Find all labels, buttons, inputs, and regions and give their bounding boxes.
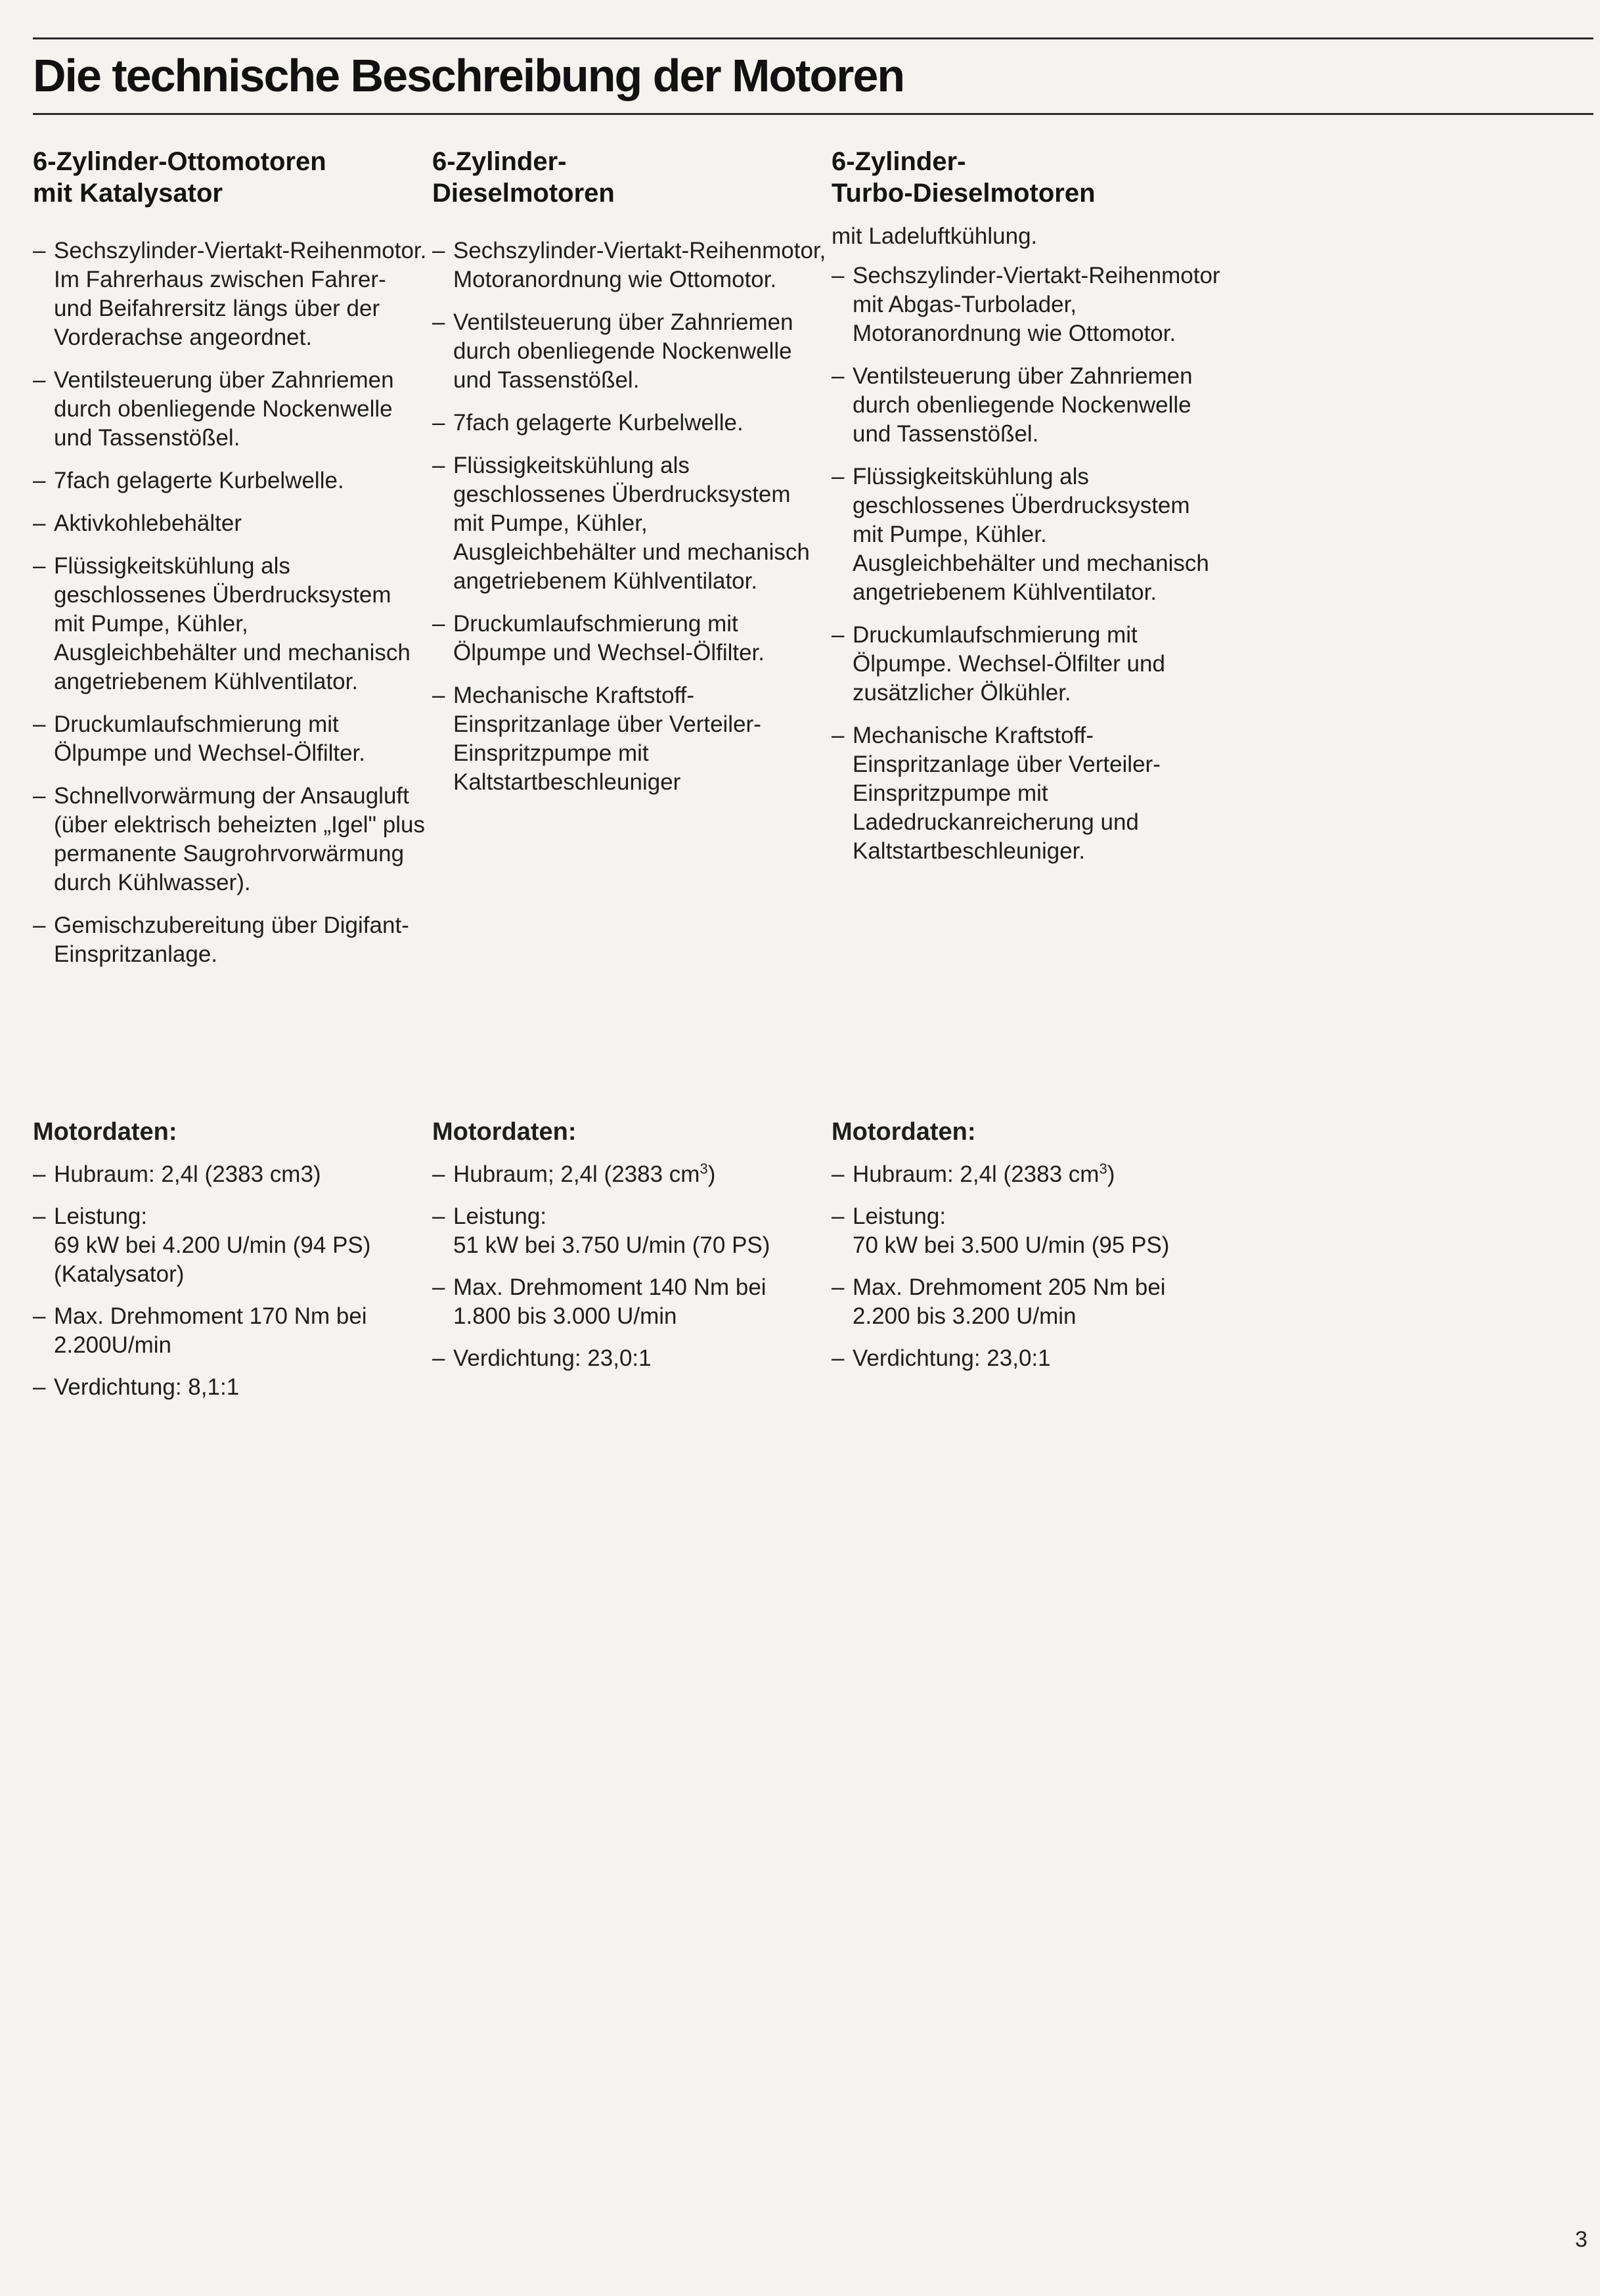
leistung-value: 69 kW bei 4.200 U/min (94 PS) <box>54 1232 371 1258</box>
hubraum-item <box>432 1160 826 1189</box>
drehmoment-line: 2.200U/min <box>54 1332 171 1358</box>
leistung-item <box>832 1202 1226 1260</box>
list-item: – Ventilsteuerung über Zahnriemen durch obenliegende Nockenwelle und Tassenstößel. <box>432 308 826 395</box>
heading-line: 6-Zylinder- <box>832 147 966 176</box>
motordaten-turbo-diesel <box>832 1117 1226 1386</box>
list-item: – Mechanische Kraftstoff-Einspritzanlage über Verteiler-Einspritzpumpe mit Kaltstartbeschleuniger <box>432 681 826 797</box>
leistung-item <box>33 1202 427 1289</box>
drehmoment-item <box>432 1273 826 1331</box>
motordaten-list <box>33 1160 427 1402</box>
list-item: – Ventilsteuerung über Zahnriemen durch obenliegende Nockenwelle und Tassenstößel. <box>832 362 1226 449</box>
motordaten-list <box>832 1160 1226 1373</box>
title-rule <box>33 113 1593 115</box>
list-item: – Sechszylinder-Viertakt-Reihenmotor, Motoranordnung wie Ottomotor. <box>432 236 826 294</box>
page-number: 3 <box>1575 2227 1588 2252</box>
heading-line: 6-Zylinder- <box>432 147 567 176</box>
page-title: Die technische Beschreibung der Motoren <box>33 50 904 101</box>
hubraum-item <box>832 1160 1226 1189</box>
hubraum-text: Hubraum: 2,4l (2383 cm <box>853 1161 1100 1187</box>
hubraum-close: ) <box>1107 1161 1115 1187</box>
verdichtung-item: – Verdichtung: 23,0:1 <box>432 1344 826 1373</box>
verdichtung-item: – Verdichtung: 8,1:1 <box>33 1373 427 1402</box>
motordaten-heading: Motordaten: <box>33 1118 177 1146</box>
list-item: – 7fach gelagerte Kurbelwelle. <box>33 466 427 495</box>
heading-line: Dieselmotoren <box>432 179 615 208</box>
feature-list <box>832 261 1226 866</box>
feature-list <box>33 236 427 969</box>
leistung-label: – Leistung: <box>853 1204 946 1229</box>
drehmoment-item <box>832 1273 1226 1331</box>
drehmoment-line: – Max. Drehmoment 170 Nm bei <box>54 1303 367 1329</box>
column-otto <box>33 146 427 983</box>
column-heading <box>33 146 427 209</box>
heading-line: 6-Zylinder-Ottomotoren <box>33 147 326 176</box>
hubraum-close: ) <box>707 1161 716 1187</box>
hubraum-exponent: 3 <box>700 1160 708 1177</box>
hubraum-text: Hubraum; 2,4l (2383 cm <box>453 1161 700 1187</box>
leistung-note: (Katalysator) <box>54 1261 185 1287</box>
leistung-value: 51 kW bei 3.750 U/min (70 PS) <box>453 1232 770 1258</box>
list-item: – Sechszylinder-Viertakt-Reihenmotor mit Abgas-Turbolader, Motoranordnung wie Ottomotor. <box>832 261 1226 348</box>
list-item: – Druckumlaufschmierung mit Ölpumpe und Wechsel-Ölfilter. <box>33 710 427 768</box>
motordaten-heading: Motordaten: <box>832 1118 976 1146</box>
motordaten-otto <box>33 1117 427 1415</box>
heading-line: Turbo-Dieselmotoren <box>832 179 1096 208</box>
list-item: – Sechszylinder-Viertakt-Reihenmotor. Im Fahrerhaus zwischen Fahrer- und Beifahrersitz längs über der Vorderachse angeordnet. <box>33 236 427 352</box>
drehmoment-line: – Max. Drehmoment 205 Nm bei <box>853 1274 1166 1300</box>
leistung-item <box>432 1202 826 1260</box>
leistung-label: – Leistung: <box>54 1204 148 1229</box>
hubraum-exponent: 3 <box>1099 1160 1107 1177</box>
feature-list <box>432 236 826 797</box>
motordaten-heading: Motordaten: <box>432 1118 577 1146</box>
top-rule <box>33 37 1593 39</box>
list-item: – 7fach gelagerte Kurbelwelle. <box>432 409 826 438</box>
heading-line: mit Katalysator <box>33 179 223 208</box>
column-diesel <box>432 146 826 811</box>
motordaten-diesel <box>432 1117 826 1386</box>
drehmoment-line: – Max. Drehmoment 140 Nm bei <box>453 1274 767 1300</box>
motordaten-list <box>432 1160 826 1373</box>
list-item: – Mechanische Kraftstoff-Einspritzanlage über Verteiler-Einspritzpumpe mit Ladedruckanreicherung und Kaltstartbeschleuniger. <box>832 721 1226 866</box>
leistung-label: – Leistung: <box>453 1204 547 1229</box>
leistung-value: 70 kW bei 3.500 U/min (95 PS) <box>853 1232 1170 1258</box>
hubraum-item: – Hubraum: 2,4l (2383 cm3) <box>33 1160 427 1189</box>
column-heading <box>432 146 826 209</box>
column-intro: mit Ladeluftkühlung. <box>832 223 1038 249</box>
list-item: – Schnellvorwärmung der Ansaugluft (über elektrisch beheizten „Igel" plus permanente Saugrohrvorwärmung durch Kühlwasser). <box>33 782 427 897</box>
list-item: – Aktivkohlebehälter <box>33 509 427 538</box>
list-item: – Flüssigkeitskühlung als geschlossenes Überdrucksystem mit Pumpe, Kühler. Ausgleichbehälter und mechanisch angetriebenem Kühlventilator. <box>832 462 1226 607</box>
list-item: – Ventilsteuerung über Zahnriemen durch obenliegende Nockenwelle und Tassenstößel. <box>33 366 427 453</box>
column-turbo-diesel <box>832 146 1226 880</box>
column-heading <box>832 146 1226 209</box>
list-item: – Flüssigkeitskühlung als geschlossenes Überdrucksystem mit Pumpe, Kühler, Ausgleichbehälter und mechanisch angetriebenem Kühlventilator. <box>432 451 826 596</box>
list-item: – Flüssigkeitskühlung als geschlossenes Überdrucksystem mit Pumpe, Kühler, Ausgleichbehälter und mechanisch angetriebenem Kühlventilator. <box>33 552 427 696</box>
list-item: – Gemischzubereitung über Digifant-Einspritzanlage. <box>33 911 427 969</box>
list-item: – Druckumlaufschmierung mit Ölpumpe und Wechsel-Ölfilter. <box>432 610 826 667</box>
drehmoment-line: 1.800 bis 3.000 U/min <box>453 1303 677 1329</box>
drehmoment-line: 2.200 bis 3.200 U/min <box>853 1303 1077 1329</box>
verdichtung-item: – Verdichtung: 23,0:1 <box>832 1344 1226 1373</box>
list-item: – Druckumlaufschmierung mit Ölpumpe. Wechsel-Ölfilter und zusätzlicher Ölkühler. <box>832 621 1226 708</box>
drehmoment-item <box>33 1302 427 1360</box>
